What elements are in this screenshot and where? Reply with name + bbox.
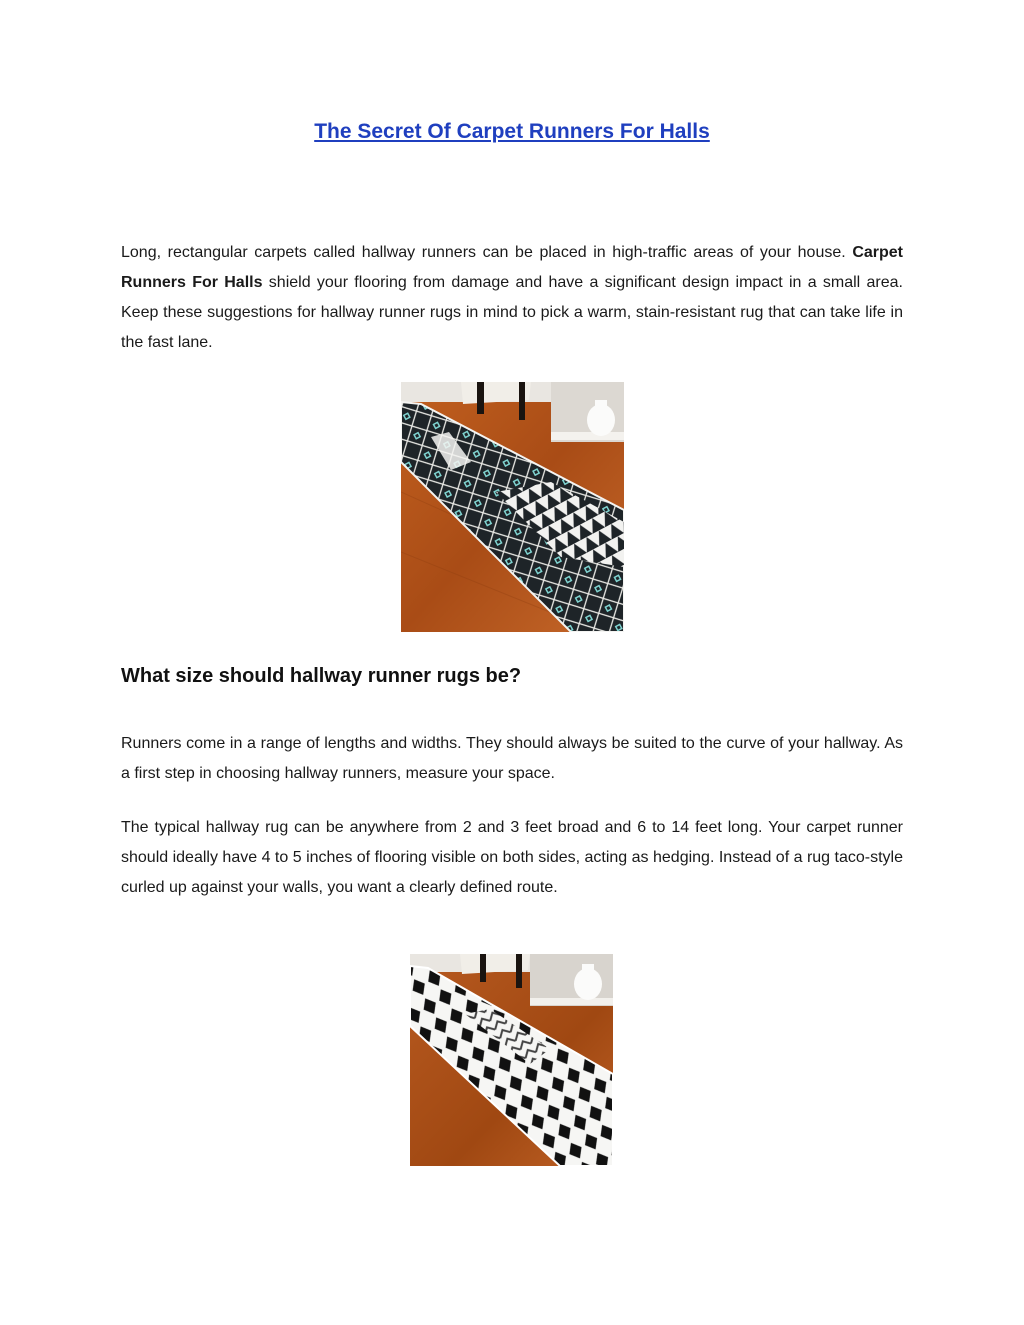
intro-text-before: Long, rectangular carpets called hallway runners can be placed in high-traffic areas of your house. — [121, 244, 846, 261]
intro-text-after: shield your flooring from damage and have a significant design impact in a small area. Keep these suggestions for hallway runner rugs in mind to pick a warm, stain-resistant rug that can take life in the fast lane. — [121, 274, 903, 351]
section-heading: What size should hallway runner rugs be? — [121, 665, 522, 687]
intro-paragraph — [121, 238, 903, 358]
intro-bold-keyword: Carpet Runners For Halls — [121, 244, 903, 291]
page-title[interactable]: The Secret Of Carpet Runners For Halls — [314, 120, 710, 143]
size-paragraph: Runners come in a range of lengths and widths. They should always be suited to the curve of your hallway. As a first step in choosing hallway runners, measure your space. — [121, 735, 903, 782]
white-runner-rug-photo — [410, 954, 613, 1166]
dimensions-paragraph: The typical hallway rug can be anywhere from 2 and 3 feet broad and 6 to 14 feet long. Your carpet runner should ideally have 4 to 5 inches of flooring visible on both sides, acting as hedging. Instead of a rug taco-style curled up against your walls, you want a clearly defined route. — [121, 819, 903, 896]
dark-runner-rug-photo — [401, 382, 624, 632]
